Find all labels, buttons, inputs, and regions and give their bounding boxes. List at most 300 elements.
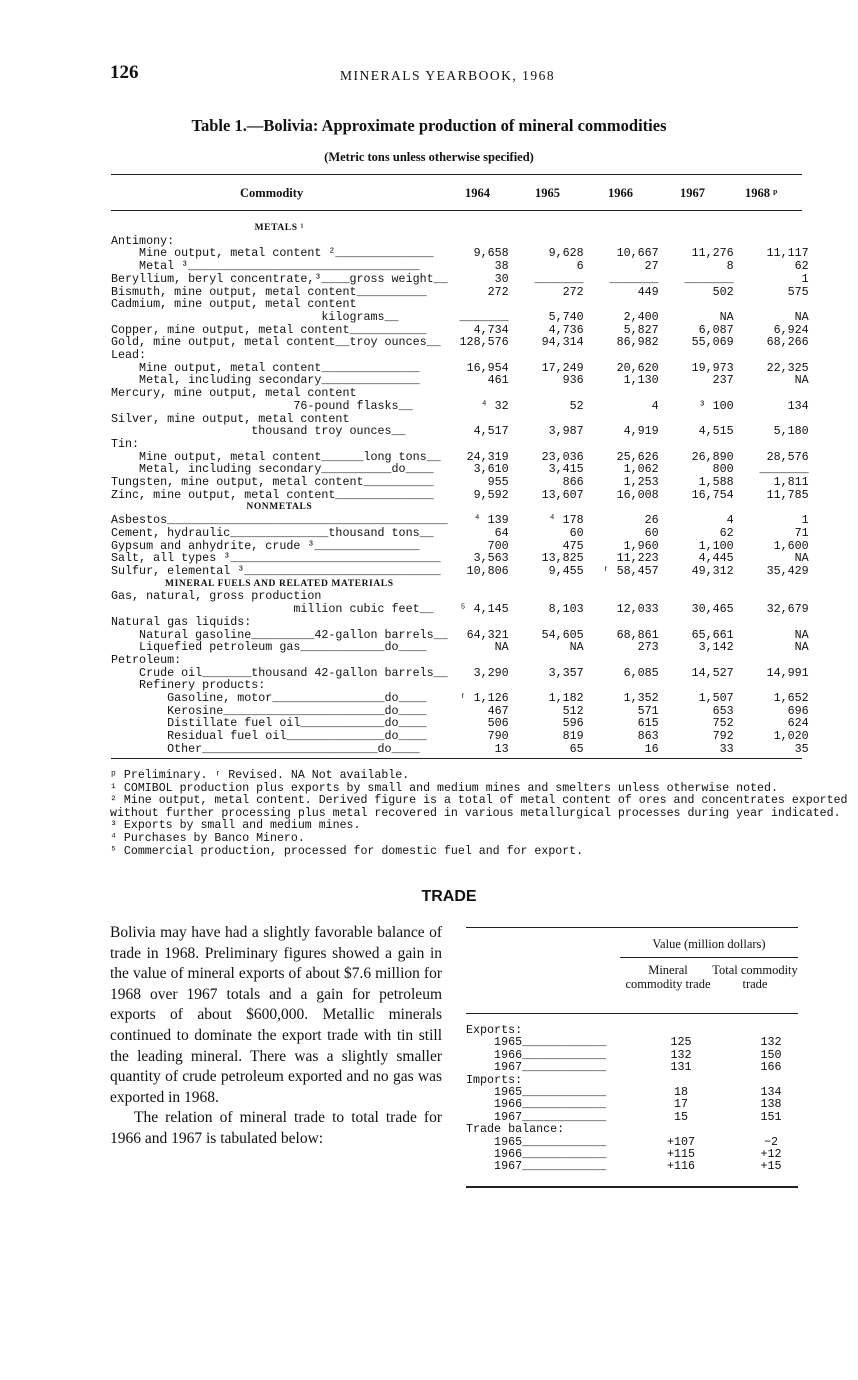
section-row [111,222,823,235]
value-cell: 3,610 [473,462,509,477]
header-commodity: Commodity [240,186,304,200]
value-cell: _______ [534,271,584,286]
value-cell: 575 [787,284,809,299]
value-cell: 4 [726,513,734,528]
value-cell [598,654,673,667]
value-cell: 30 [494,271,509,286]
value-cell: 2,400 [623,309,659,324]
value-cell: NA [569,640,584,655]
value-cell: 790 [487,729,509,744]
value-cell: ⁴ 139 [473,513,509,528]
value-cell: 653 [712,703,734,718]
commodity-label: Metal ³_________________________________ [111,259,420,274]
value-cell: 32,679 [766,602,809,617]
table-row [111,603,823,616]
value-cell: 6,087 [698,322,734,337]
value-cell: 866 [562,475,584,490]
total-trade-value: 132 [760,1035,782,1050]
value-cell [673,298,748,311]
commodity-label: million cubic feet__ [111,602,434,617]
value-cell: 752 [712,716,734,731]
value-cell: 4 [651,398,659,413]
mineral-trade-value: 17 [673,1097,689,1112]
total-trade-value: 150 [760,1047,782,1062]
value-cell [748,387,823,400]
trade-label: 1966____________ [466,1147,607,1162]
trade-table-bottom-rule [466,1186,798,1188]
trade-label: 1967____________ [466,1109,607,1124]
total-trade-value: −2 [763,1134,779,1149]
commodity-label: Natural gas liquids: [111,614,252,629]
commodity-label: Natural gasoline_________42-gallon barrels__ [111,627,448,642]
value-cell: 8 [726,259,734,274]
commodity-label: Antimony: [111,233,175,248]
value-cell: 55,069 [691,335,734,350]
value-cell: 24,319 [466,449,509,464]
trade-label: Trade balance: [466,1122,565,1137]
value-cell [598,616,673,629]
value-cell: 9,658 [473,246,509,261]
value-cell: 512 [562,703,584,718]
value-cell: ³ 100 [698,398,734,413]
commodity-label: Asbestos________________________________________ [111,513,448,528]
value-cell: 863 [637,729,659,744]
commodity-label: kilograms__ [111,309,399,324]
value-cell [448,616,523,629]
table-row [111,349,823,362]
mineral-trade-value: +116 [666,1159,696,1174]
commodity-label: Metal, including secondary__________do____ [111,462,434,477]
commodity-label: Tin: [111,436,140,451]
footnote: ᵖ Preliminary. ʳ Revised. NA Not available. [110,769,410,782]
trade-label: 1965____________ [466,1134,607,1149]
table-row [111,476,823,489]
value-cell: 237 [712,373,734,388]
value-cell: 4,515 [698,424,734,439]
value-cell: 128,576 [459,335,509,350]
value-cell: 4,517 [473,424,509,439]
mineral-trade-value: +107 [666,1134,696,1149]
value-cell: 596 [562,716,584,731]
value-cell: 38 [494,259,509,274]
trade-row [466,1123,816,1135]
value-cell: 8,103 [548,602,584,617]
value-cell: _______ [459,309,509,324]
value-cell: 68,861 [616,627,659,642]
footnote: ² Mine output, metal content. Derived figure is a total of metal content of ores and concentrates exported [110,794,848,808]
value-cell: 461 [487,373,509,388]
mineral-trade-value: 131 [670,1060,692,1075]
value-cell [748,298,823,311]
value-cell: 19,973 [691,360,734,375]
commodity-label: Liquefied petroleum gas____________do____ [111,640,427,655]
value-cell [598,438,673,451]
value-cell: 11,785 [766,487,809,502]
value-cell: 30,465 [691,602,734,617]
commodity-label: Salt, all types ³______________________________ [111,551,441,566]
total-trade-value [726,1123,816,1135]
value-cell: ⁴ 178 [548,513,584,528]
value-cell [448,438,523,451]
header-bottom-rule [111,210,802,211]
trade-label: 1966____________ [466,1047,607,1062]
value-cell: 1,253 [623,475,659,490]
value-cell [748,349,823,362]
value-cell: 800 [712,462,734,477]
value-cell: 52 [569,398,584,413]
value-cell: 33 [719,741,734,756]
mineral-trade-value: 18 [673,1085,689,1100]
value-cell [673,654,748,667]
value-cell: 955 [487,475,509,490]
commodity-label: Petroleum: [111,652,182,667]
value-cell [598,349,673,362]
commodity-label: Gas, natural, gross production [111,589,322,604]
value-cell [523,654,598,667]
value-cell: 35,429 [766,563,809,578]
table-row [111,730,823,743]
footnotes [110,769,848,858]
running-title: MINERALS YEARBOOK, 1968 [340,68,556,83]
value-cell: 1 [801,513,809,528]
value-cell: 86,982 [616,335,659,350]
value-cell: 506 [487,716,509,731]
value-cell: 3,415 [548,462,584,477]
trade-label: 1965____________ [466,1035,607,1050]
value-cell: 26,890 [691,449,734,464]
value-cell: ʳ 1,126 [459,691,509,706]
value-cell: NA [794,373,809,388]
value-cell: 819 [562,729,584,744]
footnote: ⁴ Purchases by Banco Minero. [110,831,305,845]
table-row [111,273,823,286]
section-heading: MINERAL FUELS AND RELATED MATERIALS [165,578,394,589]
value-cell: 11,223 [616,551,659,566]
commodity-label: Gold, mine output, metal content__troy ounces__ [111,335,441,350]
value-cell: 4,736 [548,322,584,337]
mineral-trade-value [636,1123,726,1135]
value-cell: 71 [794,525,809,540]
value-cell: 1 [801,271,809,286]
value-cell: NA [794,627,809,642]
value-cell: 20,620 [616,360,659,375]
value-cell: 26 [644,513,659,528]
value-cell [598,387,673,400]
value-cell: 23,036 [541,449,584,464]
table-row [111,565,823,578]
value-cell: 14,527 [691,665,734,680]
value-header-rule [620,957,798,958]
commodity-label: thousand troy ounces__ [111,424,406,439]
value-cell: 1,352 [623,691,659,706]
value-cell: 9,455 [548,563,584,578]
value-cell: 3,142 [698,640,734,655]
trade-label: 1966____________ [466,1097,607,1112]
mineral-trade-value: +115 [666,1147,696,1162]
value-cell: _______ [759,462,809,477]
section-heading: NONMETALS [246,502,313,513]
trade-table-top-rule [466,927,798,928]
trade-label: Exports: [466,1023,523,1037]
commodity-label: Tungsten, mine output, metal content__________ [111,475,434,490]
value-cell: 9,628 [548,246,584,261]
value-cell: 1,100 [698,538,734,553]
value-cell: 1,020 [773,729,809,744]
trade-paragraph-2: The relation of mineral trade to total trade for 1966 and 1967 is tabulated below: [110,1109,442,1147]
commodity-label: Mercury, mine output, metal content [111,386,357,401]
value-cell: 27 [644,259,659,274]
trade-label: 1967____________ [466,1159,607,1174]
value-cell: 6 [576,259,584,274]
value-cell: 13,825 [541,551,584,566]
value-cell: 65,661 [691,627,734,642]
table-row [111,514,823,527]
value-cell: 6,924 [773,322,809,337]
mineral-trade-value: 132 [670,1047,692,1062]
commodity-label: 76-pound flasks__ [111,398,413,413]
value-cell [673,387,748,400]
value-cell: 16,954 [466,360,509,375]
value-cell: 13,607 [541,487,584,502]
value-cell: 13 [494,741,509,756]
value-cell: 49,312 [691,563,734,578]
commodity-label: Copper, mine output, metal content___________ [111,322,427,337]
header-1965: 1965 [535,186,560,200]
value-cell: 700 [487,538,509,553]
trade-header-rule [466,1013,798,1014]
commodity-label: Mine output, metal content______long tons__ [111,449,441,464]
value-cell: 272 [487,284,509,299]
value-cell: 1,130 [623,373,659,388]
footnote: ¹ COMIBOL production plus exports by small and medium mines and smelters unless otherwise noted. [110,781,778,795]
total-trade-value: +12 [760,1147,782,1162]
value-cell: 62 [719,525,734,540]
value-cell: 272 [562,284,584,299]
trade-text [110,923,442,1150]
total-trade-value: 151 [760,1109,782,1124]
table-row [111,743,823,756]
page-number: 126 [110,62,139,83]
value-cell: 94,314 [541,335,584,350]
value-cell [748,654,823,667]
table-row [111,654,823,667]
value-cell: 475 [562,538,584,553]
value-cell: 64,321 [466,627,509,642]
commodity-label: Gypsum and anhydrite, crude ³_______________ [111,538,420,553]
trade-heading: TRADE [421,888,477,905]
value-cell: 5,827 [623,322,659,337]
table-row [111,527,823,540]
col-mineral-trade: Mineral commodity trade [625,963,711,991]
commodity-label: Distillate fuel oil____________do____ [111,716,427,731]
value-cell: 28,576 [766,449,809,464]
value-cell: 1,811 [773,475,809,490]
value-cell: ʳ 58,457 [602,563,659,578]
total-trade-value: +15 [760,1159,782,1174]
commodity-label: Metal, including secondary______________ [111,373,420,388]
table-row [111,438,823,451]
value-cell: NA [794,309,809,324]
value-cell [748,438,823,451]
section-heading: METALS ¹ [254,223,305,233]
footnote: ³ Exports by small and medium mines. [110,819,361,833]
value-cell: 571 [637,703,659,718]
commodity-label: Mine output, metal content______________ [111,360,420,375]
table-subtitle: (Metric tons unless otherwise specified) [324,150,534,164]
commodity-label: Kerosine_______________________do____ [111,703,427,718]
total-trade-value: 134 [760,1085,782,1100]
commodity-label: Lead: [111,348,147,363]
value-cell: 467 [487,703,509,718]
table-bottom-rule [111,758,802,759]
value-cell [673,438,748,451]
value-cell: 5,740 [548,309,584,324]
production-table [111,222,823,756]
value-cell: 1,182 [548,691,584,706]
value-cell [523,438,598,451]
value-cell [523,387,598,400]
value-cell: 3,987 [548,424,584,439]
value-cell: 1,960 [623,538,659,553]
value-cell: 35 [794,741,809,756]
value-cell: 60 [644,525,659,540]
value-cell: 54,605 [541,627,584,642]
col-total-trade: Total commodity trade [712,963,798,991]
value-cell: 502 [712,284,734,299]
commodity-label: Refinery products: [111,678,266,693]
header-1966: 1966 [608,186,633,200]
value-cell [448,349,523,362]
total-trade-value: 166 [760,1060,782,1075]
value-cell: 3,563 [473,551,509,566]
trade-label: Imports: [466,1072,523,1087]
value-cell: 25,626 [616,449,659,464]
value-cell: 60 [569,525,584,540]
value-cell: 3,290 [473,665,509,680]
value-cell: 11,276 [691,246,734,261]
trade-label: 1967____________ [466,1060,607,1075]
table-row [111,387,823,400]
commodity-label: Other_________________________do____ [111,741,420,756]
value-cell: 4,445 [698,551,734,566]
header-1967: 1967 [680,186,705,200]
header-1964: 1964 [465,186,490,200]
value-cell: 68,266 [766,335,809,350]
trade-table [466,1024,816,1173]
value-cell: NA [794,640,809,655]
value-cell [523,349,598,362]
value-cell: 624 [787,716,809,731]
value-cell: 4,734 [473,322,509,337]
value-cell: 11,117 [766,246,809,261]
table-row [111,489,823,502]
trade-row [466,1036,816,1048]
value-cell: 449 [637,284,659,299]
value-cell: 5,180 [773,424,809,439]
trade-row [466,1098,816,1110]
value-cell: 3,357 [548,665,584,680]
commodity-label: Cadmium, mine output, metal content [111,297,357,312]
trade-paragraph-1: Bolivia may have had a slightly favorable balance of trade in 1968. Preliminary figures showed a gain in the value of mineral exports of about $7.6 million for 1968 over 1967 totals and a gain for petroleum exports of about $600,000. Metallic minerals continued to dominate the export trade with tin still the leading mineral. There was a slightly smaller quantity of crude petroleum exported and no gas was exported in 1968. [110,924,442,1106]
value-cell: 14,991 [766,665,809,680]
value-cell: 1,507 [698,691,734,706]
footnote: ⁵ Commercial production, processed for domestic fuel and for export. [110,844,584,858]
total-trade-value: 138 [760,1097,782,1112]
value-cell: 16 [644,741,659,756]
value-cell: 1,652 [773,691,809,706]
commodity-label: Mine output, metal content ²______________ [111,246,434,261]
value-cell: 16,008 [616,487,659,502]
value-cell [448,387,523,400]
value-cell: 273 [637,640,659,655]
commodity-label: Crude oil_______thousand 42-gallon barrels__ [111,665,448,680]
value-cell: NA [794,551,809,566]
commodity-label: Beryllium, beryl concentrate,³____gross weight__ [111,271,448,286]
trade-label: 1965____________ [466,1085,607,1100]
value-header: Value (million dollars) [652,937,766,951]
value-cell: 6,085 [623,665,659,680]
value-cell: 10,806 [466,563,509,578]
table-title: Table 1.—Bolivia: Approximate production of mineral commodities [191,116,667,135]
footnote: without further processing plus metal recovered in various metallurgical processes during year indicated. [110,806,841,820]
value-cell: 10,667 [616,246,659,261]
commodity-label: Bismuth, mine output, metal content__________ [111,284,427,299]
mineral-trade-value: 15 [673,1109,689,1124]
value-cell: 696 [787,703,809,718]
value-cell: 792 [712,729,734,744]
commodity-label: Residual fuel oil______________do____ [111,729,427,744]
value-cell [748,616,823,629]
table-row [111,400,823,413]
table-row [111,425,823,438]
value-cell: 1,062 [623,462,659,477]
mineral-trade-value: 125 [670,1035,692,1050]
commodity-label: Gasoline, motor________________do____ [111,691,427,706]
table-row [111,311,823,324]
value-cell: 615 [637,716,659,731]
value-cell: 62 [794,259,809,274]
value-cell: _______ [684,271,734,286]
value-cell: 1,588 [698,475,734,490]
commodity-label: Cement, hydraulic______________thousand tons__ [111,525,434,540]
table-row [111,692,823,705]
header-1968: 1968 ᵖ [745,186,778,200]
value-cell [673,616,748,629]
value-cell: 9,592 [473,487,509,502]
value-cell: _______ [609,271,659,286]
value-cell: 12,033 [616,602,659,617]
trade-row [466,1160,816,1172]
trade-row [466,1061,816,1073]
value-cell: 64 [494,525,509,540]
table-row [111,616,823,629]
table-top-rule [111,174,802,175]
value-cell: NA [719,309,734,324]
value-cell: 17,249 [541,360,584,375]
value-cell [673,349,748,362]
value-cell: 936 [562,373,584,388]
table-row [111,260,823,273]
commodity-label: Silver, mine output, metal content [111,411,350,426]
value-cell: 4,919 [623,424,659,439]
value-cell: 134 [787,398,809,413]
table-row [111,641,823,654]
value-cell [448,654,523,667]
table-row [111,336,823,349]
value-cell: 1,600 [773,538,809,553]
value-cell: 22,325 [766,360,809,375]
value-cell [523,616,598,629]
